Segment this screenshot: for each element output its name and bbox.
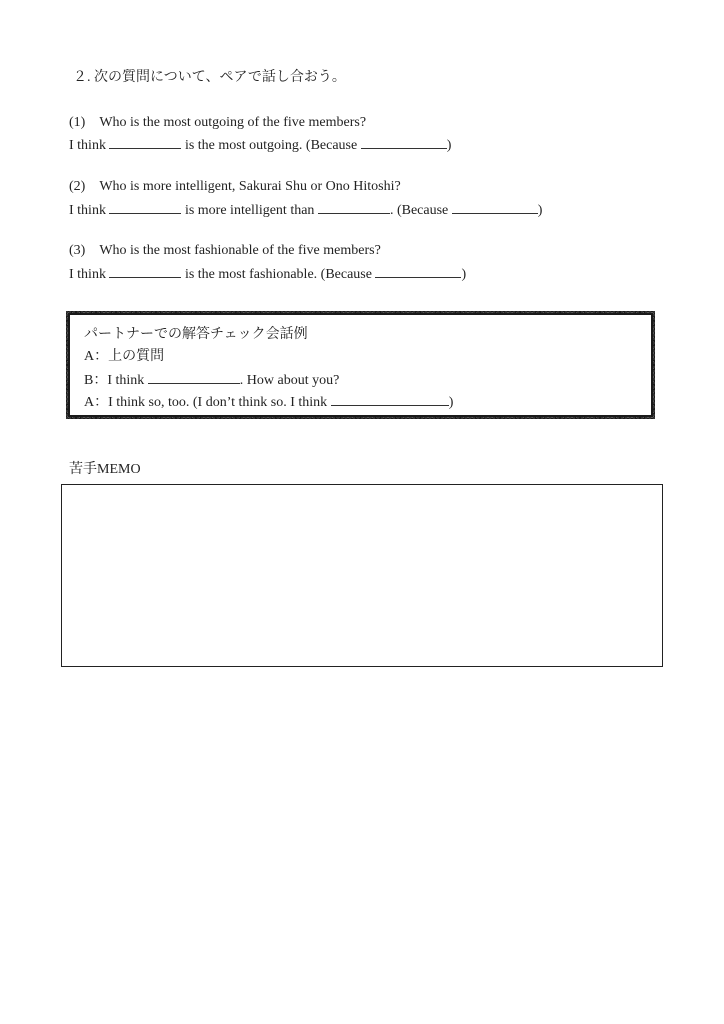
dialog-title: パートナーでの解答チェック会話例 [84, 327, 308, 342]
question-1-text: Who is the most outgoing of the five members? [99, 115, 367, 130]
dialog-b-blank[interactable] [148, 369, 240, 384]
answer-3-middle: is the most fashionable. (Because [184, 267, 372, 282]
dialog-line-a2-suffix: ) [448, 395, 454, 410]
question-2-line [69, 177, 401, 197]
answer-2-end: ) [537, 203, 543, 218]
answer-2-middle: is more intelligent than [184, 203, 315, 218]
section-title: ２. 次の質問について、ペアで話し合おう。 [73, 70, 346, 85]
question-3-text: Who is the most fashionable of the five members? [99, 243, 381, 258]
dialog-line-b [84, 369, 339, 391]
dialog-example-box [66, 311, 655, 419]
dialog-line-a2-prefix: A：I think so, too. (I don’t think so. I think [84, 395, 328, 410]
dialog-a2-blank[interactable] [331, 391, 449, 406]
answer-3-end: ) [461, 267, 467, 282]
answer-1-blank-name[interactable] [109, 134, 181, 149]
answer-3-blank-reason[interactable] [375, 263, 461, 278]
question-2-number: (2) [69, 179, 86, 194]
answer-2-blank-name[interactable] [109, 199, 181, 214]
answer-1-prefix: I think [69, 138, 106, 153]
answer-1-blank-reason[interactable] [361, 134, 447, 149]
answer-2-blank-reason[interactable] [452, 199, 538, 214]
answer-1-middle: is the most outgoing. (Because [184, 138, 358, 153]
answer-2-prefix: I think [69, 203, 106, 218]
answer-1-end: ) [446, 138, 452, 153]
question-1-line [69, 113, 366, 133]
answer-1-line [69, 134, 451, 156]
question-3-number: (3) [69, 243, 86, 258]
answer-3-prefix: I think [69, 267, 106, 282]
answer-2-line [69, 199, 542, 221]
memo-box[interactable] [61, 484, 663, 667]
memo-label: 苦手MEMO [69, 462, 141, 477]
dialog-line-a1: A：上の質問 [84, 349, 165, 364]
question-3-line [69, 241, 381, 261]
question-2-text: Who is more intelligent, Sakurai Shu or Ono Hitoshi? [99, 179, 401, 194]
answer-2-blank-compare[interactable] [318, 199, 390, 214]
dialog-line-b-suffix: . How about you? [239, 373, 340, 388]
answer-2-middle2: . (Because [389, 203, 449, 218]
answer-3-blank-name[interactable] [109, 263, 181, 278]
dialog-line-a2 [84, 391, 453, 413]
answer-3-line [69, 263, 466, 285]
dialog-line-b-prefix: B：I think [84, 373, 145, 388]
question-1-number: (1) [69, 115, 86, 130]
